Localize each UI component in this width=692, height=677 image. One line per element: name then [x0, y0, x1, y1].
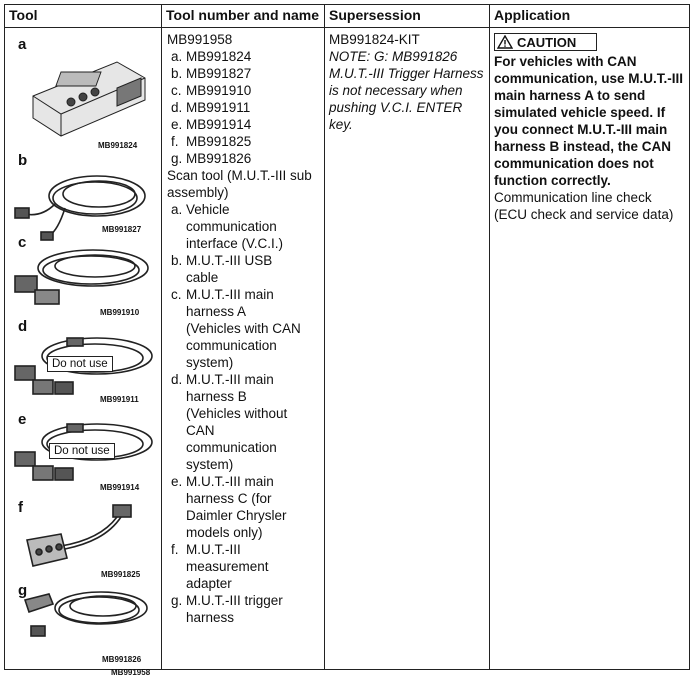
- tool-f-part-number: MB991825: [101, 570, 141, 579]
- list-item: g. MB991826: [171, 151, 252, 166]
- vci-device-drawing: [33, 62, 145, 136]
- tool-d-part-number: MB991911: [100, 395, 139, 404]
- application-usage: Communication line check (ECU check and service data): [494, 190, 674, 222]
- trigger-harness-drawing: [25, 592, 147, 636]
- caution-label: CAUTION: [517, 34, 577, 50]
- tool-d-do-not-use-label: Do not use: [47, 356, 113, 372]
- tool-e-letter: e: [18, 411, 27, 428]
- header-tool-number-and-name: Tool number and name: [162, 5, 325, 28]
- measurement-adapter-drawing: [27, 505, 131, 566]
- list-item: c. M.U.T.-III main harness A (Vehicles with CAN communication system): [171, 287, 301, 370]
- list-item: a. Vehicle communication interface (V.C.I.): [171, 202, 284, 251]
- tool-number-and-name-cell: [162, 28, 325, 670]
- list-item: g. M.U.T.-III trigger harness: [171, 593, 283, 625]
- list-item: e. M.U.T.-III main harness C (for Daimler Chrysler models only): [171, 474, 287, 540]
- header-application: Application: [490, 5, 690, 28]
- kit-number: MB991958: [167, 32, 233, 47]
- list-item: c. MB991910: [171, 83, 252, 98]
- harness-a-drawing: [15, 250, 148, 304]
- header-tool: Tool: [5, 5, 162, 28]
- tool-a-letter: a: [18, 36, 27, 53]
- tool-e-part-number: MB991914: [100, 483, 140, 492]
- list-item: f. MB991825: [171, 134, 252, 149]
- component-list: [167, 201, 321, 626]
- tool-e-do-not-use-label: Do not use: [49, 443, 115, 459]
- list-item: d. M.U.T.-III main harness B (Vehicles without CAN communication system): [171, 372, 288, 472]
- supersession-note: NOTE: G: MB991826 M.U.T.-III Trigger Harness is not necessary when pushing V.C.I. ENTER key.: [329, 49, 484, 132]
- tool-g-letter: g: [18, 582, 28, 599]
- warning-triangle-icon: [497, 35, 513, 49]
- caution-text: For vehicles with CAN communication, use M.U.T.-III main harness A to send simulated vehicle speed. If you connect M.U.T.-III main harness B instead, the CAN communication does not function correctly.: [494, 54, 684, 188]
- tool-illustrations: [5, 28, 161, 677]
- list-item: a. MB991824: [171, 49, 252, 64]
- scan-tool-name: Scan tool (M.U.T.-III sub assembly): [167, 168, 312, 200]
- tool-a-part-number: MB991824: [98, 141, 138, 150]
- tool-g-part-number: MB991826: [102, 655, 142, 664]
- tool-illustration-cell: [5, 28, 162, 677]
- list-item: f. M.U.T.-III measurement adapter: [171, 542, 269, 591]
- list-item: b. MB991827: [171, 66, 252, 81]
- tool-table: [4, 4, 690, 677]
- header-row: [5, 5, 690, 28]
- supersession-kit: MB991824-KIT: [329, 32, 420, 47]
- header-supersession: Supersession: [325, 5, 490, 28]
- part-number-list: [167, 48, 321, 167]
- tool-d-letter: d: [18, 318, 28, 335]
- tool-c-part-number: MB991910: [100, 308, 140, 317]
- list-item: b. M.U.T.-III USB cable: [171, 253, 273, 285]
- list-item: d. MB991911: [171, 100, 251, 115]
- supersession-cell: [325, 28, 490, 670]
- tool-kit-number: MB991958: [111, 668, 151, 677]
- tool-b-letter: b: [18, 152, 28, 169]
- caution-badge: [494, 33, 597, 51]
- tool-c-letter: c: [18, 234, 27, 251]
- tool-f-letter: f: [18, 499, 23, 516]
- tool-b-part-number: MB991827: [102, 225, 142, 234]
- list-item: e. MB991914: [171, 117, 252, 132]
- application-cell: [490, 28, 690, 670]
- tool-row: [5, 28, 690, 670]
